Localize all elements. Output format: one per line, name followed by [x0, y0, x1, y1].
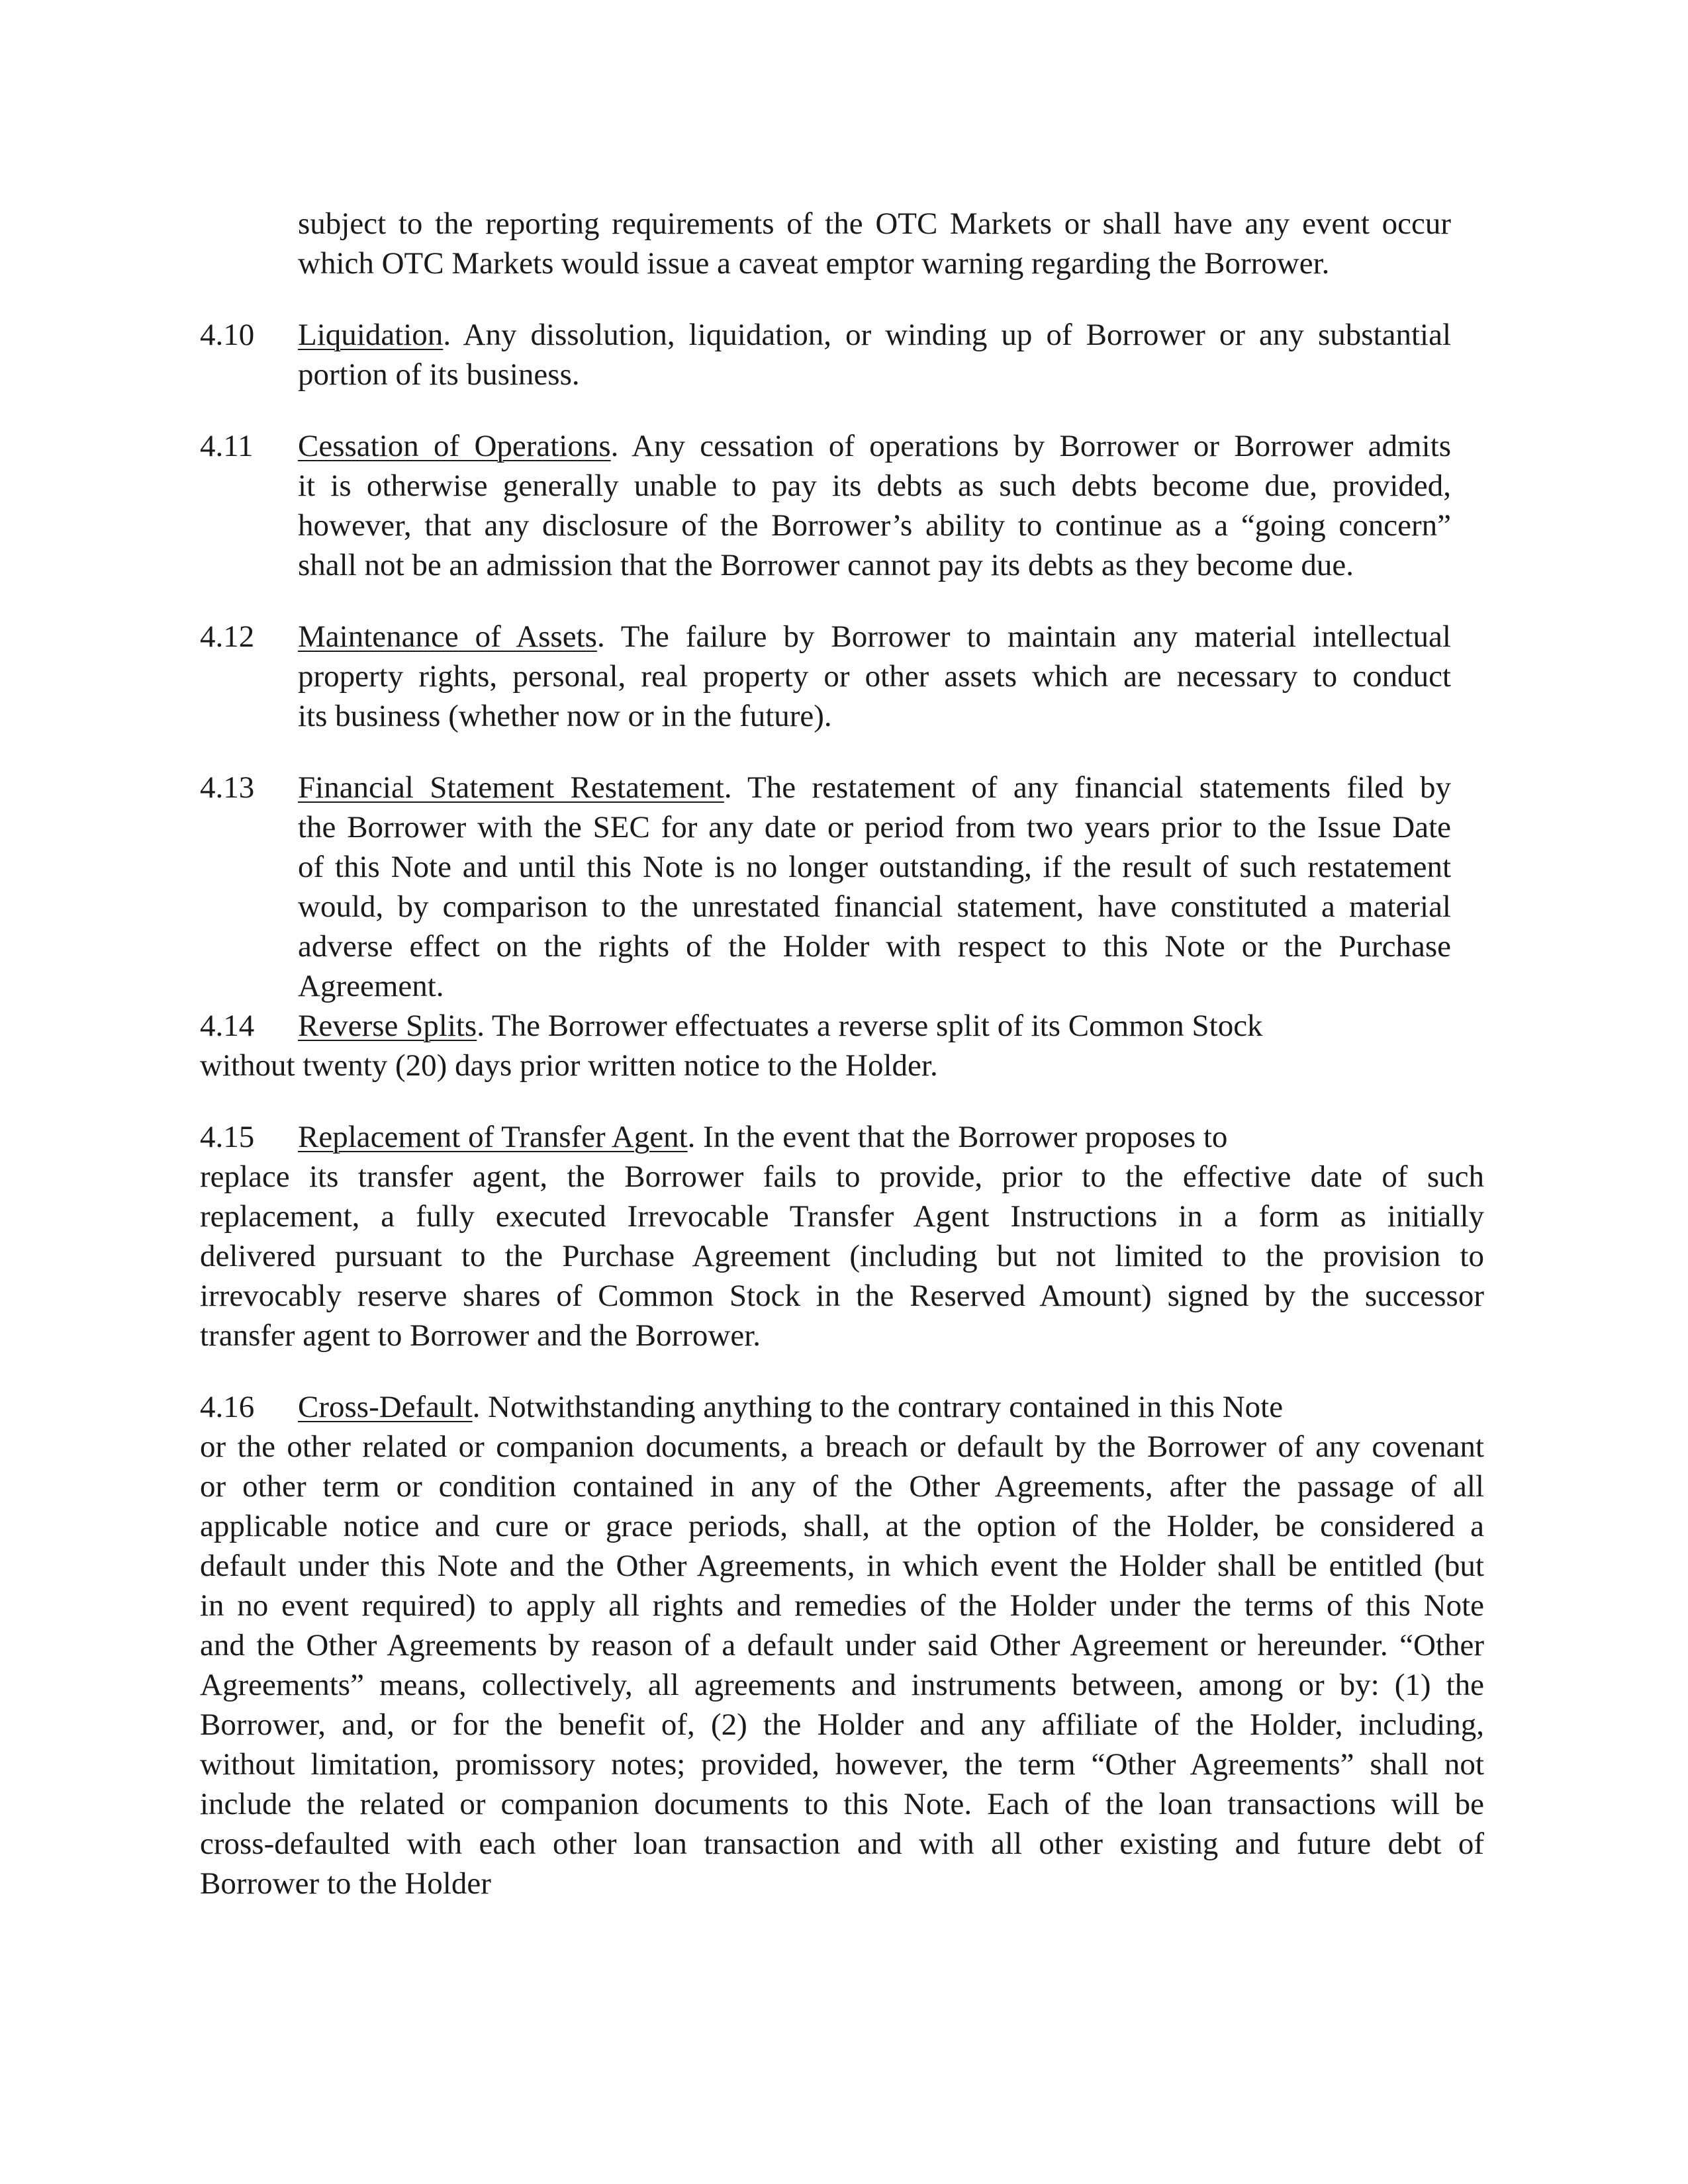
text-line: transfer agent to Borrower and the Borrower. — [200, 1318, 761, 1353]
section-first-line — [298, 1006, 1263, 1046]
section-heading: Maintenance of Assets — [298, 619, 597, 654]
text-line: include the related or companion documents to this Note. Each of the loan transactions will be — [200, 1787, 1484, 1821]
text-line: cross-defaulted with each other loan transaction and with all other existing and future debt of — [200, 1827, 1484, 1861]
text-line: however, that any disclosure of the Borrower’s ability to continue as a “going concern” — [298, 508, 1451, 543]
section-first-line-text: . The restatement of any financial statements filed by — [724, 770, 1451, 805]
text-line: Borrower, and, or for the benefit of, (2) the Holder and any affiliate of the Holder, including, — [200, 1707, 1484, 1742]
section-number: 4.11 — [200, 429, 254, 463]
text-line: applicable notice and cure or grace periods, shall, at the option of the Holder, be considered a — [200, 1509, 1484, 1543]
section-first-line-text: . The failure by Borrower to maintain any material intellectual — [596, 619, 1451, 654]
section-number: 4.15 — [200, 1120, 255, 1154]
section-first-line — [298, 1387, 1283, 1427]
text-line: adverse effect on the rights of the Holder with respect to this Note or the Purchase — [298, 929, 1451, 964]
section-heading: Cessation of Operations — [298, 429, 611, 463]
text-line: in no event required) to apply all rights and remedies of the Holder under the terms of this Note — [200, 1588, 1484, 1623]
section-first-line — [298, 426, 1451, 466]
text-line: Borrower to the Holder — [200, 1866, 491, 1901]
text-line: which OTC Markets would issue a caveat emptor warning regarding the Borrower. — [298, 246, 1330, 281]
text-line: default under this Note and the Other Agreements, in which event the Holder shall be entitled (but — [200, 1549, 1484, 1583]
section-number: 4.16 — [200, 1390, 255, 1424]
section-first-line-text: . Any dissolution, liquidation, or winding up of Borrower or any substantial — [443, 318, 1451, 352]
text-line: or the other related or companion documents, a breach or default by the Borrower of any covenant — [200, 1430, 1484, 1464]
text-line: without limitation, promissory notes; provided, however, the term “Other Agreements” shall not — [200, 1747, 1484, 1782]
section-number: 4.14 — [200, 1009, 255, 1043]
section-number: 4.13 — [200, 770, 255, 805]
section-heading: Cross-Default — [298, 1390, 473, 1424]
text-line: irrevocably reserve shares of Common Stock in the Reserved Amount) signed by the successor — [200, 1279, 1484, 1313]
text-line: the Borrower with the SEC for any date or period from two years prior to the Issue Date — [298, 810, 1451, 844]
text-line: would, by comparison to the unrestated financial statement, have constituted a material — [298, 889, 1451, 924]
text-line: of this Note and until this Note is no longer outstanding, if the result of such restatement — [298, 850, 1451, 884]
section-heading: Reverse Splits — [298, 1009, 477, 1043]
section-heading: Financial Statement Restatement — [298, 770, 724, 805]
text-line: property rights, personal, real property or other assets which are necessary to conduct — [298, 659, 1451, 694]
section-first-line — [298, 315, 1451, 355]
section-first-line — [298, 1117, 1227, 1157]
section-number: 4.12 — [200, 619, 255, 654]
section-number: 4.10 — [200, 318, 255, 352]
text-line: subject to the reporting requirements of the OTC Markets or shall have any event occur — [298, 206, 1451, 241]
section-first-line — [298, 768, 1451, 807]
section-first-line-text: . In the event that the Borrower proposes to — [687, 1120, 1228, 1154]
section-heading: Replacement of Transfer Agent — [298, 1120, 688, 1154]
text-line: Agreements” means, collectively, all agreements and instruments between, among or by: (1) the — [200, 1668, 1484, 1702]
text-line: replace its transfer agent, the Borrower fails to provide, prior to the effective date of such — [200, 1160, 1484, 1194]
text-line: delivered pursuant to the Purchase Agreement (including but not limited to the provision to — [200, 1239, 1484, 1273]
text-line: its business (whether now or in the future). — [298, 699, 832, 733]
section-first-line-text: . Notwithstanding anything to the contrary contained in this Note — [472, 1390, 1284, 1424]
section-first-line — [298, 617, 1451, 657]
text-line: without twenty (20) days prior written notice to the Holder. — [200, 1048, 938, 1083]
text-line: shall not be an admission that the Borrower cannot pay its debts as they become due. — [298, 548, 1354, 582]
section-heading: Liquidation — [298, 318, 444, 352]
text-line: replacement, a fully executed Irrevocable Transfer Agent Instructions in a form as initially — [200, 1199, 1484, 1234]
text-line: it is otherwise generally unable to pay its debts as such debts become due, provided, — [298, 469, 1451, 503]
text-line: or other term or condition contained in any of the Other Agreements, after the passage of all — [200, 1469, 1484, 1504]
text-line: portion of its business. — [298, 357, 580, 392]
section-first-line-text: . Any cessation of operations by Borrower or Borrower admits — [610, 429, 1452, 463]
section-first-line-text: . The Borrower effectuates a reverse split of its Common Stock — [477, 1009, 1263, 1043]
text-line: and the Other Agreements by reason of a default under said Other Agreement or hereunder. “Other — [200, 1628, 1484, 1662]
text-line: Agreement. — [298, 969, 444, 1003]
